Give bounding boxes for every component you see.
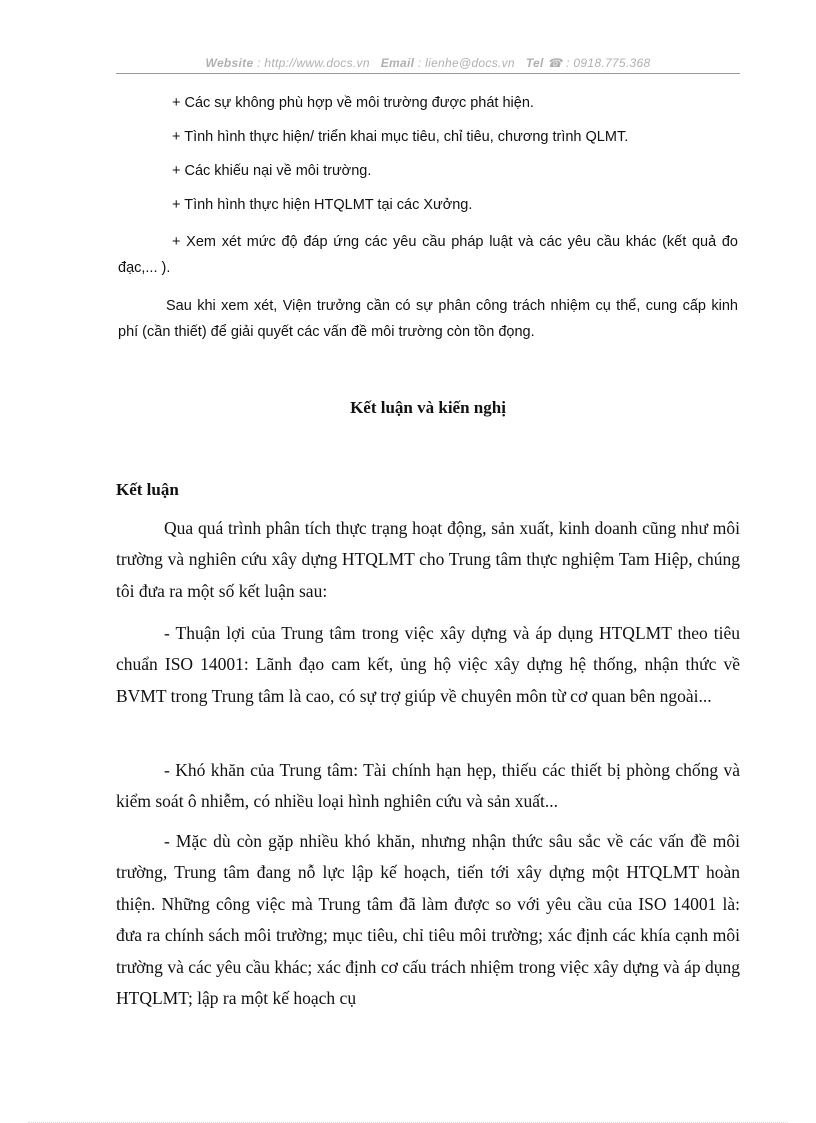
paragraph: - Mặc dù còn gặp nhiều khó khăn, nhưng nhận thức sâu sắc về các vấn đề môi trường, Trung tâm đang nỗ lực lập kế hoạch, tiến tới xây dựng một HTQLMT hoàn thiện. Những công việc mà Trung tâm đã làm được so với yêu cầu của ISO 14001 là: đưa ra chính sách môi trường; mục tiêu, chỉ tiêu môi trường; xác định các khía cạnh môi trường và các yêu cầu khác; xác định cơ cấu trách nhiệm trong việc xây dựng và áp dụng HTQLMT; lập ra một kế hoạch cụ [116, 831, 740, 1009]
subsection-title: Kết luận [116, 480, 179, 499]
bullet-item: + Tình hình thực hiện/ triển khai mục tiêu, chỉ tiêu, chương trình QLMT. [172, 129, 629, 145]
page-header [116, 56, 740, 70]
website-label: Website [205, 56, 254, 70]
review-paragraph: Sau khi xem xét, Viện trưởng cần có sự phân công trách nhiệm cụ thể, cung cấp kinh phí (cần thiết) để giải quyết các vấn đề môi trường còn tồn đọng. [118, 298, 738, 340]
header-divider [116, 73, 740, 74]
paragraph: Qua quá trình phân tích thực trạng hoạt động, sản xuất, kinh doanh cũng như môi trường và nghiên cứu xây dựng HTQLMT cho Trung tâm thực nghiệm Tam Hiệp, chúng tôi đưa ra một số kết luận sau: [116, 518, 740, 601]
bullet-item: + Xem xét mức độ đáp ứng các yêu cầu pháp luật và các yêu cầu khác (kết quả đo đạc,... ). [118, 234, 738, 276]
bullet-item: + Các sự không phù hợp về môi trường được phát hiện. [172, 95, 534, 111]
paragraph: - Thuận lợi của Trung tâm trong việc xây dựng và áp dụng HTQLMT theo tiêu chuẩn ISO 14001: Lãnh đạo cam kết, ủng hộ việc xây dựng hệ thống, nhận thức về BVMT trong Trung tâm là cao, có sự trợ giúp về chuyên môn từ cơ quan bên ngoài... [116, 623, 740, 706]
phone-icon: ☎ [547, 56, 563, 70]
tel-label: Tel [525, 56, 544, 70]
bullet-item: + Tình hình thực hiện HTQLMT tại các Xưởng. [172, 197, 473, 213]
email-address[interactable]: : lienhe@docs.vn [417, 56, 515, 70]
section-title: Kết luận và kiến nghị [350, 398, 506, 417]
tel-number: : 0918.775.368 [566, 56, 651, 70]
bullet-item: + Các khiếu nại về môi trường. [172, 163, 372, 179]
email-label: Email [380, 56, 415, 70]
paragraph: - Khó khăn của Trung tâm: Tài chính hạn hẹp, thiếu các thiết bị phòng chống và kiểm soát ô nhiễm, có nhiều loại hình nghiên cứu và sản xuất... [116, 760, 740, 812]
website-url[interactable]: : http://www.docs.vn [257, 56, 370, 70]
